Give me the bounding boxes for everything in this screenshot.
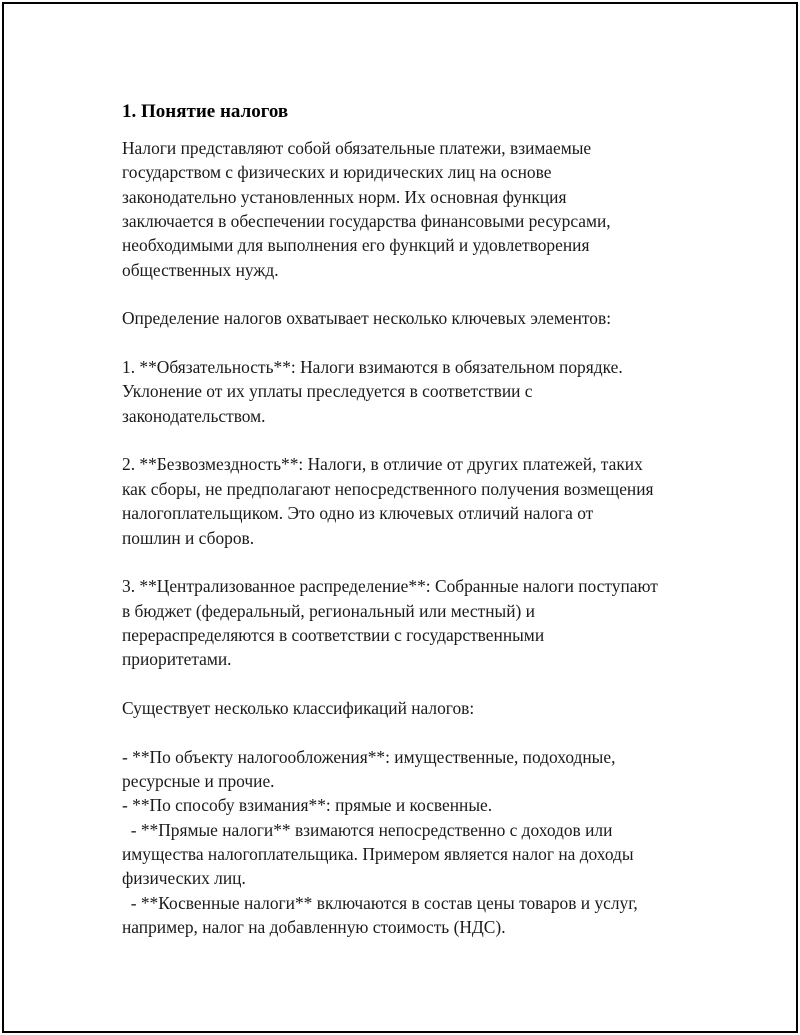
text-line: законодательно установленных норм. Их основная функция — [122, 186, 567, 207]
text-line: в бюджет (федеральный, региональный или местный) и — [122, 600, 535, 621]
text-line: Существует несколько классификаций налогов: — [122, 697, 475, 718]
text-line: Определение налогов охватывает несколько ключевых элементов: — [122, 308, 612, 329]
text-line: имущества налогоплательщика. Примером является налог на доходы — [122, 843, 634, 864]
text-line: ресурсные и прочие. — [122, 770, 275, 791]
text-line: физических лиц. — [122, 868, 246, 889]
page-frame — [2, 2, 798, 1033]
paragraph — [122, 574, 722, 671]
paragraph-gap — [122, 550, 722, 574]
paragraph — [122, 355, 722, 428]
text-line: налогоплательщиком. Это одно из ключевых отличий налога от — [122, 503, 594, 524]
text-line: государством с физических и юридических лиц на основе — [122, 162, 552, 183]
text-line: Налоги представляют собой обязательные платежи, взимаемые — [122, 138, 592, 158]
text-line: Уклонение от их уплаты преследуется в соответствии с — [122, 381, 533, 402]
paragraph-gap — [122, 428, 722, 452]
text-line: как сборы, не предполагают непосредственного получения возмещения — [122, 478, 654, 499]
text-line: - **По способу взимания**: прямые и косвенные. — [122, 795, 493, 816]
paragraph — [122, 696, 722, 720]
paragraph — [122, 745, 722, 940]
text-line: - **Прямые налоги** взимаются непосредственно с доходов или — [122, 819, 613, 840]
text-line: 3. **Централизованное распределение**: Собранные налоги поступают — [122, 576, 658, 597]
paragraph-gap — [122, 282, 722, 306]
paragraph — [122, 306, 722, 330]
text-line: 2. **Безвозмездность**: Налоги, в отличие от других платежей, таких — [122, 454, 643, 475]
text-line: необходимыми для выполнения его функций и удовлетворения — [122, 235, 590, 256]
paragraph-gap — [122, 720, 722, 744]
text-line: например, налог на добавленную стоимость (НДС). — [122, 917, 506, 937]
text-line: перераспределяются в соответствии с государственными — [122, 624, 545, 645]
paragraph — [122, 452, 722, 549]
text-line: заключается в обеспечении государства финансовыми ресурсами, — [122, 211, 611, 232]
text-line: пошлин и сборов. — [122, 527, 255, 548]
text-line: общественных нужд. — [122, 259, 279, 280]
paragraph-gap — [122, 331, 722, 355]
text-line: приоритетами. — [122, 649, 232, 670]
paragraph-gap — [122, 672, 722, 696]
text-line: - **Косвенные налоги** включаются в состав цены товаров и услуг, — [122, 892, 638, 913]
paragraph — [122, 136, 722, 282]
paragraphs-container — [122, 136, 722, 939]
text-line: законодательством. — [122, 405, 266, 426]
text-line: - **По объекту налогообложения**: имущественные, подоходные, — [122, 746, 616, 767]
section-title: 1. Понятие налогов — [122, 101, 289, 122]
document-body — [122, 100, 722, 939]
text-line: 1. **Обязательность**: Налоги взимаются в обязательном порядке. — [122, 357, 623, 378]
